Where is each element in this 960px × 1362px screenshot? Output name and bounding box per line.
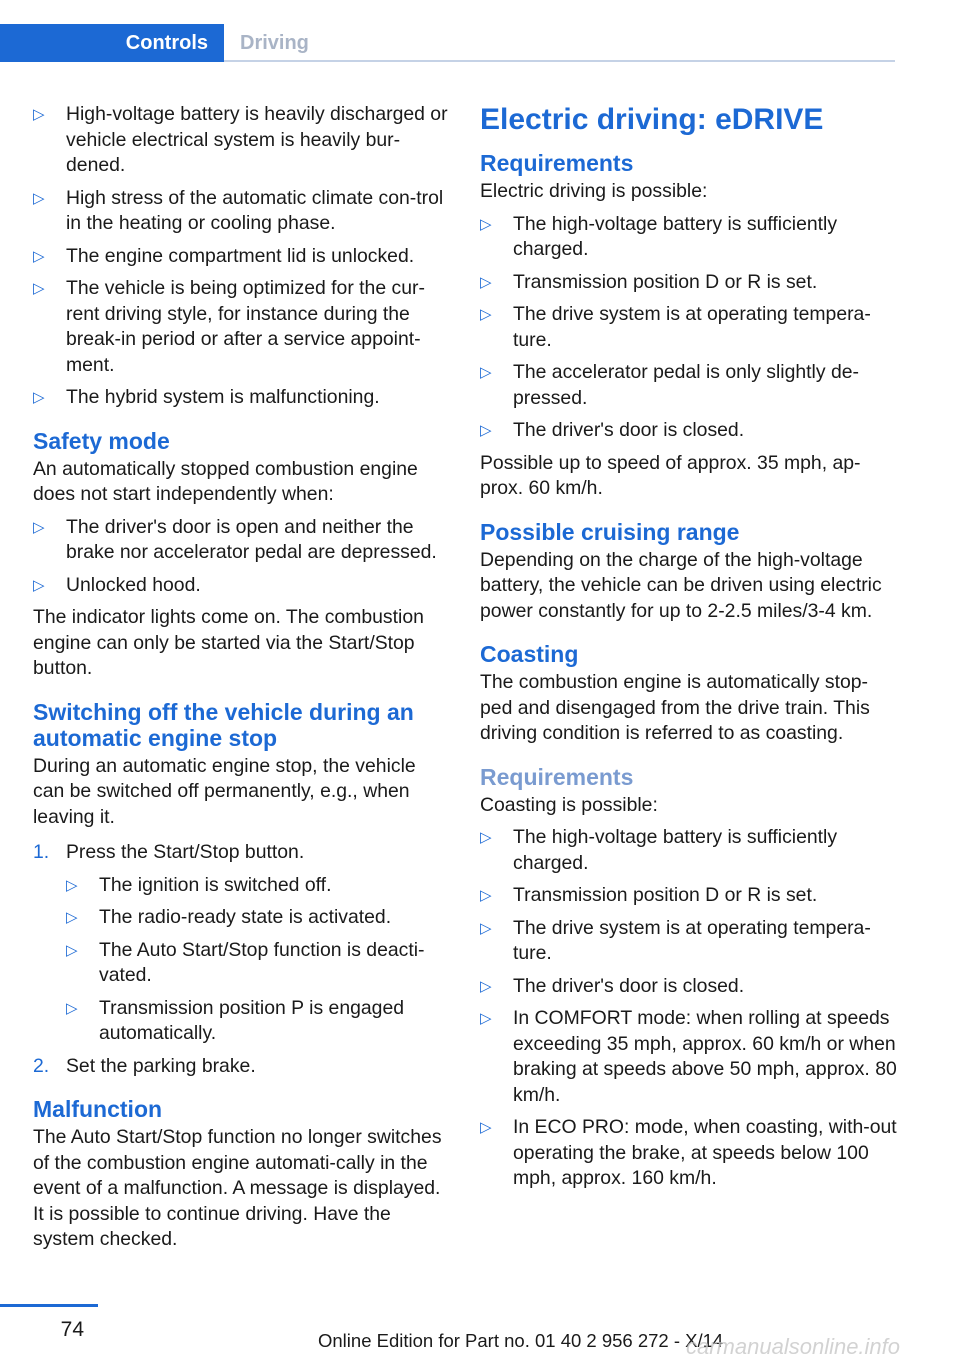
- coasting-requirements-heading: Requirements: [480, 763, 634, 790]
- step-number: 1.: [33, 841, 50, 863]
- list-item: ▷ The driver's door is open and neither the brake nor accelerator pedal are depressed.: [33, 515, 448, 566]
- safety-mode-note: The indicator lights come on. The combustion engine can only be started via the Start/Stop button.: [33, 606, 424, 679]
- list-item: ▷ Unlocked hood.: [33, 573, 448, 599]
- page-header: [0, 24, 895, 62]
- requirements-heading: Requirements: [480, 150, 634, 176]
- section-tab-controls[interactable]: Controls: [0, 24, 224, 62]
- list-item: ▷ The high-voltage battery is sufficiently charged.: [480, 825, 900, 876]
- list-item: ▷ Transmission position D or R is set.: [480, 883, 900, 909]
- list-item: ▷ The ignition is switched off.: [66, 873, 448, 899]
- malfunction-text: The Auto Start/Stop function no longer switches of the combustion engine automati-cally in the event of a malfunction. A message is displayed. It is possible to continue driving. Have the system checked.: [33, 1126, 442, 1250]
- step-text: Set the parking brake.: [66, 1054, 256, 1077]
- list-item: ▷ In COMFORT mode: when rolling at speeds exceeding 35 mph, approx. 60 km/h or when braking at speeds above 50 mph, approx. 80 km/h.: [480, 1006, 900, 1108]
- cruising-range-text: Depending on the charge of the high-voltage battery, the vehicle can be driven using electric power constantly for up to 2-2.5 miles/3-4 km.: [480, 548, 882, 622]
- list-item: ▷ The driver's door is closed.: [480, 418, 900, 444]
- step-sub-list: [66, 873, 448, 1047]
- switching-off-steps: [33, 840, 448, 1079]
- section-tab-driving[interactable]: Driving: [240, 31, 309, 54]
- conditions-list: [33, 102, 448, 411]
- list-item: ▷ The engine compartment lid is unlocked.: [33, 244, 448, 270]
- header-rule: [224, 60, 895, 62]
- list-item: ▷ High-voltage battery is heavily discharged or vehicle electrical system is heavily bur-dened.: [33, 102, 448, 179]
- list-item: ▷ The accelerator pedal is only slightly de-pressed.: [480, 360, 900, 411]
- coasting-requirements-intro: Coasting is possible:: [480, 793, 658, 816]
- list-item: ▷ The high-voltage battery is sufficiently charged.: [480, 212, 900, 263]
- section-title: Electric driving: eDRIVE: [480, 103, 824, 136]
- list-item: ▷ The Auto Start/Stop function is deacti-vated.: [66, 938, 448, 989]
- coasting-requirements-list: [480, 825, 900, 1192]
- safety-mode-heading: Safety mode: [33, 427, 170, 454]
- safety-mode-list: [33, 515, 448, 599]
- coasting-text: The combustion engine is automatically stop-ped and disengaged from the drive train. This driving condition is referred to as coasting.: [480, 671, 870, 744]
- requirements-intro: Electric driving is possible:: [480, 180, 708, 202]
- step-item: [33, 840, 448, 1047]
- list-item: ▷ Transmission position D or R is set.: [480, 270, 900, 296]
- footer-rule: [0, 1304, 98, 1307]
- edition-note: Online Edition for Part no. 01 40 2 956 272 - X/14: [318, 1330, 724, 1351]
- malfunction-heading: Malfunction: [33, 1096, 163, 1122]
- coasting-heading: Coasting: [480, 641, 579, 667]
- list-item: ▷ The drive system is at operating tempera-ture.: [480, 302, 900, 353]
- list-item: ▷ The hybrid system is malfunctioning.: [33, 385, 448, 411]
- switching-off-intro: During an automatic engine stop, the vehicle can be switched off permanently, e.g., when leaving it.: [33, 754, 416, 828]
- list-item: ▷ The driver's door is closed.: [480, 974, 900, 1000]
- requirements-note: Possible up to speed of approx. 35 mph, ap-prox. 60 km/h.: [480, 451, 861, 499]
- list-item: ▷ Transmission position P is engaged automatically.: [66, 996, 448, 1047]
- list-item: ▷ High stress of the automatic climate con-trol in the heating or cooling phase.: [33, 186, 448, 237]
- step-text: Press the Start/Stop button.: [66, 841, 305, 863]
- list-item: ▷ In ECO PRO: mode, when coasting, with-out operating the brake, at speeds below 100 mph, approx. 160 km/h.: [480, 1115, 900, 1192]
- safety-mode-intro: An automatically stopped combustion engine does not start independently when:: [33, 457, 418, 505]
- left-column: [33, 102, 448, 1253]
- list-item: ▷ The radio-ready state is activated.: [66, 905, 448, 931]
- step-item: [33, 1054, 448, 1080]
- step-number: 2.: [33, 1054, 50, 1077]
- page-number: 74: [60, 1318, 84, 1341]
- right-column: [480, 102, 900, 1199]
- cruising-range-heading: Possible cruising range: [480, 518, 740, 545]
- list-item: ▷ The drive system is at operating tempera-ture.: [480, 916, 900, 967]
- switching-off-heading: Switching off the vehicle during an automatic engine stop: [33, 698, 414, 751]
- watermark: carmanualsonline.info: [686, 1334, 901, 1359]
- requirements-list: [480, 212, 900, 444]
- list-item: ▷ The vehicle is being optimized for the cur-rent driving style, for instance during the break-in period or after a service appoint-ment.: [33, 276, 448, 378]
